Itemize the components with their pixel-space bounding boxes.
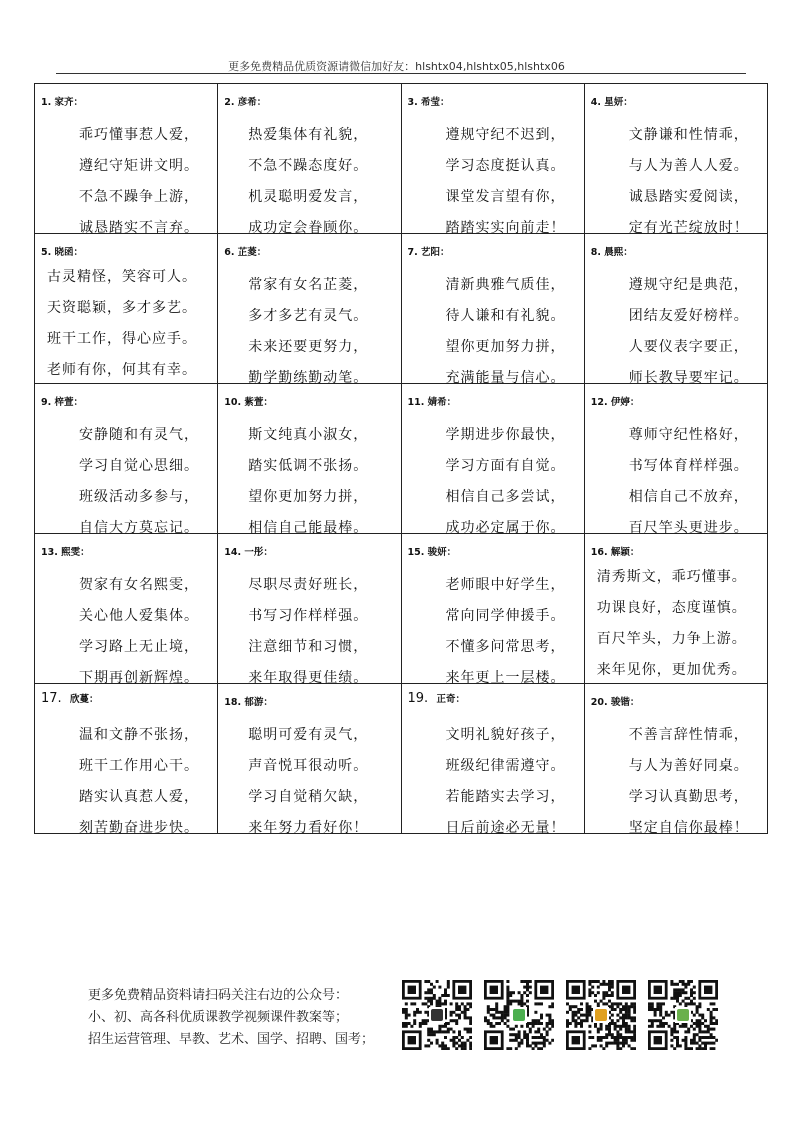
qr-code-row [402,980,722,1054]
comment-line: 乖巧懂事惹人爱， [79,127,199,143]
student-cell [218,684,401,834]
student-name: 梓萱： [54,397,84,408]
comment-line: 功课良好，态度谨慎。 [596,600,747,616]
student-cell [35,234,218,384]
comment-line: 尊师守纪性格好， [628,427,749,443]
qr-code-icon [402,980,472,1050]
comment-line: 百尺竿头，力争上游。 [596,631,747,647]
comment-lines [35,262,217,386]
comment-line: 古灵精怪，笑容可人。 [47,269,197,285]
comment-line: 来年见你，更加优秀。 [596,662,747,678]
student-number: 16. [590,547,608,558]
comment-line: 与人为善好同桌。 [628,758,749,774]
comment-line: 学习自觉稍欠缺， [248,789,369,805]
footer-text [88,985,374,1051]
comment-line: 声音悦耳很动听。 [248,758,369,774]
student-label [408,94,450,108]
table-row [35,84,768,234]
comment-line: 来年努力看好你！ [248,820,369,836]
student-number: 12. [590,397,608,408]
comment-line: 人要仪表字要正， [628,339,749,355]
comment-lines [402,120,584,244]
student-name: 骏妍： [427,547,457,558]
comment-lines [585,720,767,844]
comment-line: 团结友爱好榜样。 [628,308,749,324]
table-row [35,384,768,534]
page-header: 更多免费精品优质资源请微信加好友：hlshtx04,hlshtx05,hlshtx06 [228,60,565,73]
comment-lines [35,120,217,244]
comment-lines [218,720,400,844]
comment-line: 学期进步你最快， [445,427,566,443]
comment-line: 遵纪守矩讲文明。 [79,158,199,174]
student-name: 晨熙： [604,247,633,258]
comment-line: 安静随和有灵气， [79,427,199,443]
student-number: 15. [407,547,425,558]
student-name: 欣蔓： [69,694,99,705]
comment-line: 遵规守纪不迟到， [445,127,566,143]
comment-line: 清新典雅气质佳， [445,277,566,293]
student-name: 彦希： [237,97,267,108]
student-cell [584,234,767,384]
student-number: 7. [407,247,418,258]
student-label [224,394,273,408]
comment-lines [402,420,584,544]
student-number: 9. [41,397,52,408]
student-name: 熙雯： [61,547,90,558]
comment-line: 望你更加努力拼， [248,489,369,505]
comment-line: 常家有女名芷菱， [248,277,369,293]
student-name: 一彤： [244,547,273,558]
comment-line: 贺家有女名熙雯， [79,577,199,593]
comment-lines [585,420,767,544]
comment-line: 师长教导要牢记。 [628,370,749,386]
qr-code-icon [484,980,554,1050]
comment-line: 文静谦和性情乖， [628,127,749,143]
comment-line: 来年取得更佳绩。 [248,670,369,686]
comment-line: 充满能量与信心。 [445,370,566,386]
student-name: 晓函： [54,247,84,258]
student-cell [401,384,584,534]
comment-lines [218,570,400,694]
comment-line: 班级活动多参与， [79,489,199,505]
student-number: 10. [224,397,242,408]
comment-line: 聪明可爱有灵气， [248,727,369,743]
student-cell [218,234,401,384]
student-cell [35,84,218,234]
student-label [591,544,640,558]
student-name: 婧希： [427,397,457,408]
comment-line: 踏实认真惹人爱， [79,789,199,805]
student-name: 家齐： [54,97,84,108]
comment-line: 书写习作样样强。 [248,608,369,624]
student-label [408,394,457,408]
student-label [41,94,83,108]
student-cell [218,84,401,234]
qr-code-3 [566,980,636,1050]
comment-line: 下期再创新辉煌。 [79,670,199,686]
student-label [41,394,83,408]
comment-lines [585,270,767,394]
student-name: 骏锴： [610,697,640,708]
comment-line: 老师有你，何其有幸。 [47,362,197,378]
comment-line: 不懂多问常思考， [445,639,566,655]
student-name: 紫萱： [244,397,273,408]
student-label [41,691,98,706]
comment-line: 踏踏实实向前走！ [445,220,566,236]
comment-line: 成功必定属于你。 [445,520,566,536]
student-number: 5. [41,247,52,258]
student-name: 解颖： [610,547,640,558]
student-name: 正奇： [436,694,465,705]
comment-line: 若能踏实去学习， [445,789,566,805]
comment-line: 勤学勤练勤动笔。 [248,370,369,386]
comment-line: 来年更上一层楼。 [445,670,566,686]
comment-lines [35,420,217,544]
student-number: 3. [407,97,418,108]
student-cell [401,234,584,384]
comment-line: 学习认真勤思考， [628,789,749,805]
table-row [35,684,768,834]
student-cell [35,684,218,834]
student-label [224,94,266,108]
student-number: 1. [41,97,52,108]
comment-line: 相信自己能最棒。 [248,520,369,536]
student-number: 2. [224,97,235,108]
qr-code-4 [648,980,718,1050]
student-cell [584,384,767,534]
comment-line: 不急不躁争上游， [79,189,199,205]
student-label [408,691,465,706]
comment-line: 成功定会眷顾你。 [248,220,369,236]
footer-line-3: 招生运营管理、早教、艺术、国学、招聘、国考； [88,1032,375,1047]
header-divider [56,73,746,74]
student-cell [584,684,767,834]
student-number: 6. [224,247,235,258]
comment-line: 班干工作，得心应手。 [47,331,197,347]
student-number: 19. [407,691,429,706]
comment-line: 不急不躁态度好。 [248,158,369,174]
footer-line-1: 更多免费精品资料请扫码关注右边的公众号： [88,988,349,1003]
student-cell [401,84,584,234]
student-label [41,544,90,558]
comment-line: 注意细节和习惯， [248,639,369,655]
student-cell [35,534,218,684]
student-number: 14. [224,547,242,558]
comment-line: 天资聪颖，多才多艺。 [47,300,197,316]
student-name: 希莹： [421,97,450,108]
student-name: 艺阳： [421,247,450,258]
comment-line: 相信自己不放弃， [628,489,749,505]
comment-line: 与人为善人人爱。 [628,158,749,174]
qr-code-icon [648,980,718,1050]
footer-line-2: 小、初、高各科优质课教学视频课件教案等； [88,1010,349,1025]
student-number: 17. [41,691,62,706]
comment-line: 老师眼中好学生， [445,577,566,593]
student-label [224,694,273,708]
comment-lines [402,570,584,694]
student-label [591,694,640,708]
student-label [591,394,640,408]
student-number: 13. [41,547,58,558]
student-label [224,544,273,558]
comment-line: 踏实低调不张扬。 [248,458,369,474]
student-label [408,244,450,258]
comment-lines [35,720,217,844]
comment-line: 坚定自信你最棒！ [628,820,749,836]
comment-line: 温和文静不张扬， [79,727,199,743]
comment-line: 关心他人爱集体。 [79,608,199,624]
qr-code-2 [484,980,554,1050]
student-cell [584,534,767,684]
comment-line: 尽职尽责好班长， [248,577,369,593]
comment-line: 课堂发言望有你， [445,189,566,205]
student-number: 18. [224,697,242,708]
student-cell [401,684,584,834]
comment-line: 班干工作用心干。 [79,758,199,774]
comment-line: 自信大方莫忘记。 [79,520,199,536]
comment-lines [35,570,217,694]
table-row [35,534,768,684]
student-number: 8. [590,247,601,258]
student-label [591,244,633,258]
student-cell [584,84,767,234]
comment-line: 学习方面有自觉。 [445,458,566,474]
comment-line: 学习路上无止境， [79,639,199,655]
comment-lines [218,420,400,544]
comment-line: 待人谦和有礼貌。 [445,308,566,324]
comment-line: 刻苦勤奋进步快。 [79,820,199,836]
comment-line: 班级纪律需遵守。 [445,758,566,774]
comment-line: 常向同学伸援手。 [445,608,566,624]
student-label [408,544,457,558]
comment-lines [402,720,584,844]
student-number: 11. [407,397,425,408]
qr-code-icon [566,980,636,1050]
comment-line: 文明礼貌好孩子， [445,727,566,743]
student-number: 20. [590,697,608,708]
table-row [35,234,768,384]
comment-line: 相信自己多尝试， [445,489,566,505]
student-cell [218,384,401,534]
comment-line: 机灵聪明爱发言， [248,189,369,205]
student-name: 星妍： [604,97,633,108]
student-cell [218,534,401,684]
qr-code-1 [402,980,472,1050]
student-number: 4. [590,97,601,108]
comment-line: 遵规守纪是典范， [628,277,749,293]
comment-line: 未来还要更努力， [248,339,369,355]
comment-line: 诚恳踏实爱阅读， [628,189,749,205]
comment-line: 日后前途必无量！ [445,820,566,836]
comment-line: 多才多艺有灵气。 [248,308,369,324]
comment-line: 望你更加努力拼， [445,339,566,355]
student-label [591,94,633,108]
comment-line: 斯文纯真小淑女， [248,427,369,443]
comment-lines [585,120,767,244]
comment-line: 定有光芒绽放时！ [628,220,749,236]
student-label [224,244,266,258]
student-name: 芷菱： [237,247,267,258]
comment-lines [218,270,400,394]
comment-line: 诚恳踏实不言弃。 [79,220,199,236]
student-name: 郁游： [244,697,273,708]
comment-line: 书写体育样样强。 [628,458,749,474]
comment-line: 百尺竿头更进步。 [628,520,749,536]
student-cell [35,384,218,534]
comment-line: 学习自觉心思细。 [79,458,199,474]
comments-table [34,83,768,834]
comment-line: 不善言辞性情乖， [628,727,749,743]
comment-lines [585,562,767,686]
comment-lines [218,120,400,244]
comment-line: 清秀斯文，乖巧懂事。 [596,569,747,585]
student-label [41,244,83,258]
student-cell [401,534,584,684]
comment-line: 热爱集体有礼貌， [248,127,369,143]
student-name: 伊婷： [610,397,640,408]
comment-lines [402,270,584,394]
comment-line: 学习态度挺认真。 [445,158,566,174]
